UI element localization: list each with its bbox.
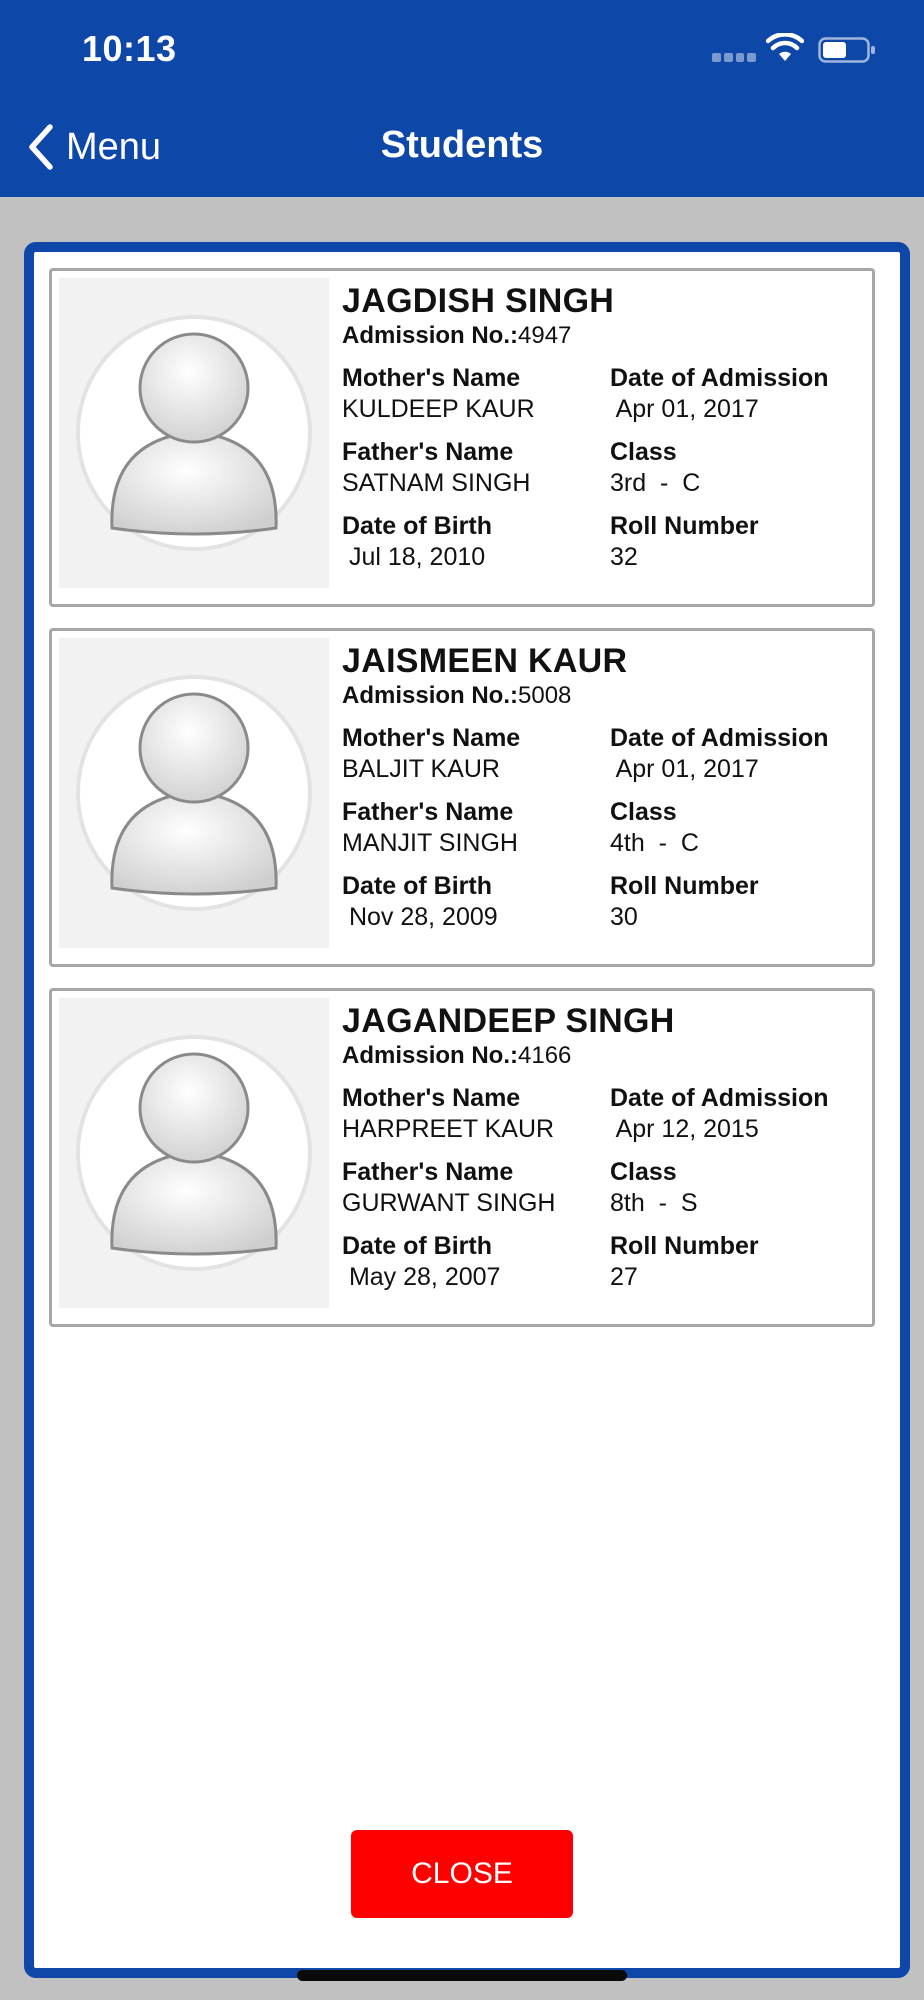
user-placeholder-icon: [59, 638, 329, 948]
class-field: [610, 1157, 867, 1219]
signal-icon: [712, 53, 756, 63]
roll-label: Roll Number: [610, 1232, 759, 1260]
dob-label: Date of Birth: [342, 1232, 492, 1260]
home-indicator[interactable]: [297, 1970, 627, 1981]
roll-value: 27: [610, 1263, 638, 1291]
student-info: [342, 281, 867, 573]
class-value: 4th - C: [610, 829, 699, 857]
roll-value: 30: [610, 903, 638, 931]
back-label: Menu: [66, 125, 162, 168]
class-value: 3rd - C: [610, 469, 701, 497]
dob-field: [342, 511, 610, 573]
mother-label: Mother's Name: [342, 724, 521, 752]
roll-field: [610, 511, 867, 573]
roll-label: Roll Number: [610, 872, 759, 900]
class-label: Class: [610, 798, 677, 826]
mother-field: [342, 1083, 610, 1145]
roll-label: Roll Number: [610, 512, 759, 540]
status-time: 10:13: [82, 28, 177, 69]
avatar: [59, 998, 329, 1308]
roll-field: [610, 871, 867, 933]
student-card[interactable]: [49, 988, 875, 1327]
avatar: [59, 278, 329, 588]
class-value: 8th - S: [610, 1189, 698, 1217]
father-label: Father's Name: [342, 438, 514, 466]
mother-label: Mother's Name: [342, 364, 521, 392]
admission-date-field: [610, 363, 867, 425]
avatar: [59, 638, 329, 948]
mother-field: [342, 363, 610, 425]
student-info: [342, 1001, 867, 1293]
student-name: JAISMEEN KAUR: [342, 642, 628, 680]
admission-value: 5008: [518, 682, 572, 709]
admission-date-value: Apr 12, 2015: [610, 1115, 759, 1143]
student-name: JAGANDEEP SINGH: [342, 1002, 675, 1040]
dob-field: [342, 1231, 610, 1293]
dob-value: Nov 28, 2009: [342, 903, 498, 931]
admission-number: [342, 1041, 867, 1071]
dob-value: May 28, 2007: [342, 1263, 501, 1291]
class-field: [610, 437, 867, 499]
admission-date-label: Date of Admission: [610, 364, 829, 392]
student-card[interactable]: [49, 628, 875, 967]
father-value: GURWANT SINGH: [342, 1189, 556, 1217]
admission-label: Admission No.:: [342, 322, 519, 349]
dob-value: Jul 18, 2010: [342, 543, 486, 571]
father-label: Father's Name: [342, 798, 514, 826]
father-label: Father's Name: [342, 1158, 514, 1186]
mother-field: [342, 723, 610, 785]
mother-value: HARPREET KAUR: [342, 1115, 555, 1143]
mother-value: BALJIT KAUR: [342, 755, 500, 783]
admission-number: [342, 321, 867, 351]
class-field: [610, 797, 867, 859]
admission-date-label: Date of Admission: [610, 724, 829, 752]
student-name: JAGDISH SINGH: [342, 282, 615, 320]
father-field: [342, 1157, 610, 1219]
student-card[interactable]: [49, 268, 875, 607]
dob-field: [342, 871, 610, 933]
admission-date-label: Date of Admission: [610, 1084, 829, 1112]
admission-number: [342, 681, 867, 711]
battery-icon: [818, 37, 876, 63]
admission-date-field: [610, 723, 867, 785]
mother-label: Mother's Name: [342, 1084, 521, 1112]
roll-field: [610, 1231, 867, 1293]
father-field: [342, 437, 610, 499]
students-panel: [24, 242, 910, 1978]
dob-label: Date of Birth: [342, 512, 492, 540]
navigation-bar: [0, 0, 924, 197]
dob-label: Date of Birth: [342, 872, 492, 900]
father-value: SATNAM SINGH: [342, 469, 531, 497]
admission-date-value: Apr 01, 2017: [610, 755, 759, 783]
class-label: Class: [610, 1158, 677, 1186]
class-label: Class: [610, 438, 677, 466]
page-title: Students: [380, 124, 544, 166]
admission-value: 4166: [518, 1042, 572, 1069]
admission-label: Admission No.:: [342, 1042, 519, 1069]
roll-value: 32: [610, 543, 638, 571]
wifi-icon: [766, 33, 804, 63]
user-placeholder-icon: [59, 998, 329, 1308]
student-info: [342, 641, 867, 933]
admission-date-value: Apr 01, 2017: [610, 395, 759, 423]
user-placeholder-icon: [59, 278, 329, 588]
father-value: MANJIT SINGH: [342, 829, 518, 857]
close-button[interactable]: CLOSE: [351, 1830, 573, 1918]
admission-date-field: [610, 1083, 867, 1145]
father-field: [342, 797, 610, 859]
admission-value: 4947: [518, 322, 572, 349]
admission-label: Admission No.:: [342, 682, 519, 709]
mother-value: KULDEEP KAUR: [342, 395, 535, 423]
